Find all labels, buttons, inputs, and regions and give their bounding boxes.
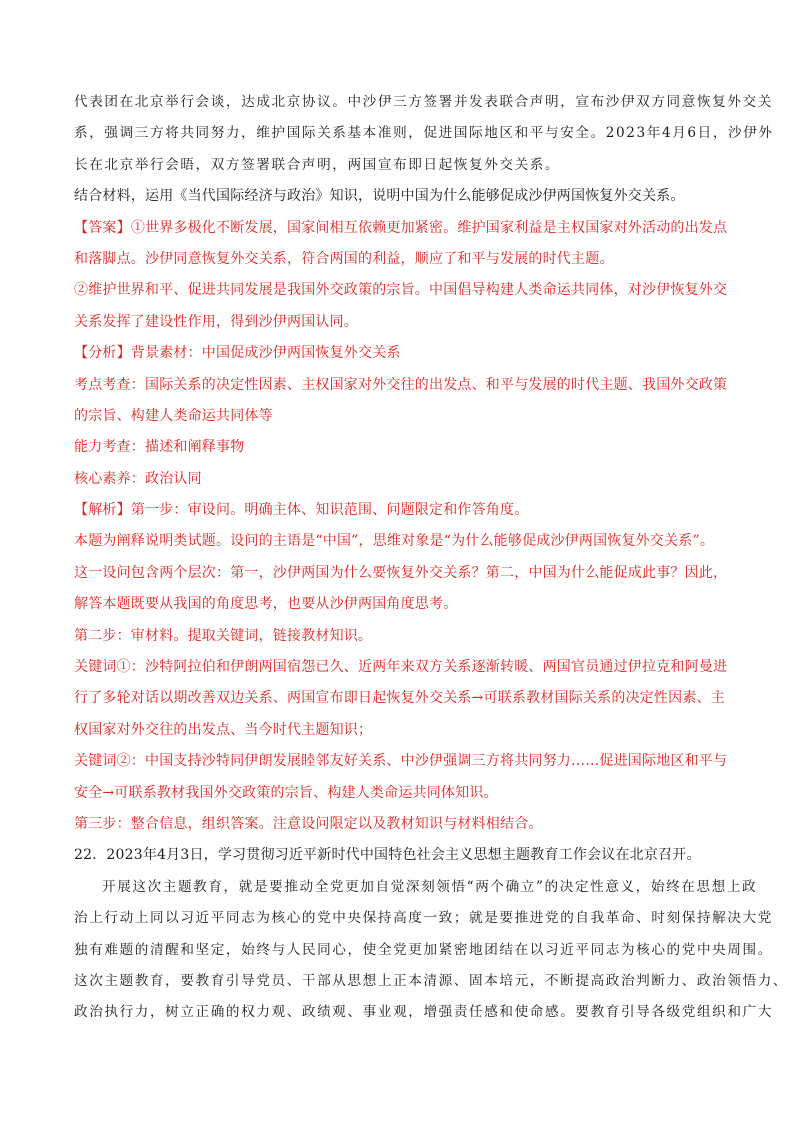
question-text: 结合材料，运用《当代国际经济与政治》知识，说明中国为什么能够促成沙伊两国恢复外交关系。	[74, 188, 685, 205]
explanation-line: 这一设问包含两个层次：第一，沙伊两国为什么要恢复外交关系？第二，中国为什么能促成此事？因此，	[74, 564, 728, 581]
analysis-line: 考点考查：国际关系的决定性因素、主权国家对外交往的出发点、和平与发展的时代主题、我国外交政策	[74, 376, 728, 393]
explanation-line: 关键词①：沙特阿拉伯和伊朗两国宿怨已久、近两年来双方关系逐渐转暖、两国官员通过伊拉克和阿曼进	[74, 659, 728, 676]
question22-material-line: 治上行动上同以习近平同志为核心的党中央保持高度一致；就是要推进党的自我革命、时刻保持解决大党	[74, 910, 773, 927]
answer-line	[74, 218, 734, 238]
explanation-line: 权国家对外交往的出发点、当今时代主题知识；	[74, 721, 373, 738]
question22-material-line: 开展这次主题教育，就是要推动全党更加自觉深刻领悟“两个确立”的决定性意义，始终在思想上政	[102, 878, 758, 895]
explanation-line: 第二步：审材料。提取关键词，链接教材知识。	[74, 627, 373, 644]
explanation-line: 解答本题既要从我国的角度思考，也要从沙伊两国角度思考。	[74, 596, 458, 613]
explanation-line: 安全→可联系教材我国外交政策的宗旨、构建人类命运共同体知识。	[74, 784, 498, 801]
explanation-text: 第一步：审设问。明确主体、知识范围、问题限定和作答角度。	[130, 502, 529, 519]
material-line: 系，强调三方将共同努力，维护国际关系基本准则，促进国际地区和平与安全。2023年4月6日，沙伊外	[74, 125, 774, 142]
analysis-text: 背景素材：中国促成沙伊两国恢复外交关系	[130, 345, 401, 362]
question22-material-line: 独有难题的清醒和坚定，始终与人民同心，使全党更加紧密地团结在以习近平同志为核心的党中央周围。	[74, 941, 773, 958]
answer-tag: 【答案】	[74, 219, 131, 236]
explanation-tag: 【解析】	[74, 502, 131, 519]
explanation-line: 关键词②：中国支持沙特同伊朗发展睦邻友好关系、中沙伊强调三方将共同努力……促进国际地区和平与	[74, 753, 728, 770]
question22-material-line: 政治执行力，树立正确的权力观、政绩观、事业观，增强责任感和使命感。要教育引导各级党组织和广大	[74, 1004, 773, 1021]
analysis-line: 的宗旨、构建人类命运共同体等	[74, 407, 273, 424]
explanation-line: 第三步：整合信息，组织答案。注意设问限定以及教材知识与材料相结合。	[74, 815, 543, 832]
explanation-line	[74, 500, 734, 520]
document-page	[74, 92, 789, 1034]
answer-line: 和落脚点。沙伊同意恢复外交关系，符合两国的利益，顺应了和平与发展的时代主题。	[74, 250, 614, 267]
answer-line: ②维护世界和平、促进共同发展是我国外交政策的宗旨。中国倡导构建人类命运共同体，对沙伊恢复外交	[74, 282, 728, 299]
material-line: 长在北京举行会晤，双方签署联合声明，两国宣布即日起恢复外交关系。	[74, 156, 561, 173]
answer-line: 关系发挥了建设性作用，得到沙伊两国认同。	[74, 313, 358, 330]
analysis-line: 核心素养：政治认同	[74, 470, 202, 487]
analysis-line	[74, 343, 734, 363]
question22-stem: 22．2023年4月3日，学习贯彻习近平新时代中国特色社会主义思想主题教育工作会议在北京召开。	[74, 847, 701, 864]
explanation-line: 本题为阐释说明类试题。设问的主语是“中国”，思维对象是“为什么能够促成沙伊两国恢复外交关系”。	[74, 533, 715, 550]
explanation-line: 行了多轮对话以期改善双边关系、两国宣布即日起恢复外交关系→可联系教材国际关系的决定性因素、主	[74, 690, 725, 707]
material-line: 代表团在北京举行会谈，达成北京协议。中沙伊三方签署并发表联合声明，宣布沙伊双方同意恢复外交关	[74, 94, 773, 110]
question22-material-line: 这次主题教育，要教育引导党员、干部从思想上正本清源、固本培元，不断提高政治判断力、政治领悟力、	[74, 972, 789, 989]
analysis-line: 能力考查：描述和阐释事物	[74, 439, 245, 456]
analysis-tag: 【分析】	[74, 345, 131, 362]
answer-text: ①世界多极化不断发展，国家间相互依赖更加紧密。维护国家利益是主权国家对外活动的出发点	[130, 219, 728, 236]
